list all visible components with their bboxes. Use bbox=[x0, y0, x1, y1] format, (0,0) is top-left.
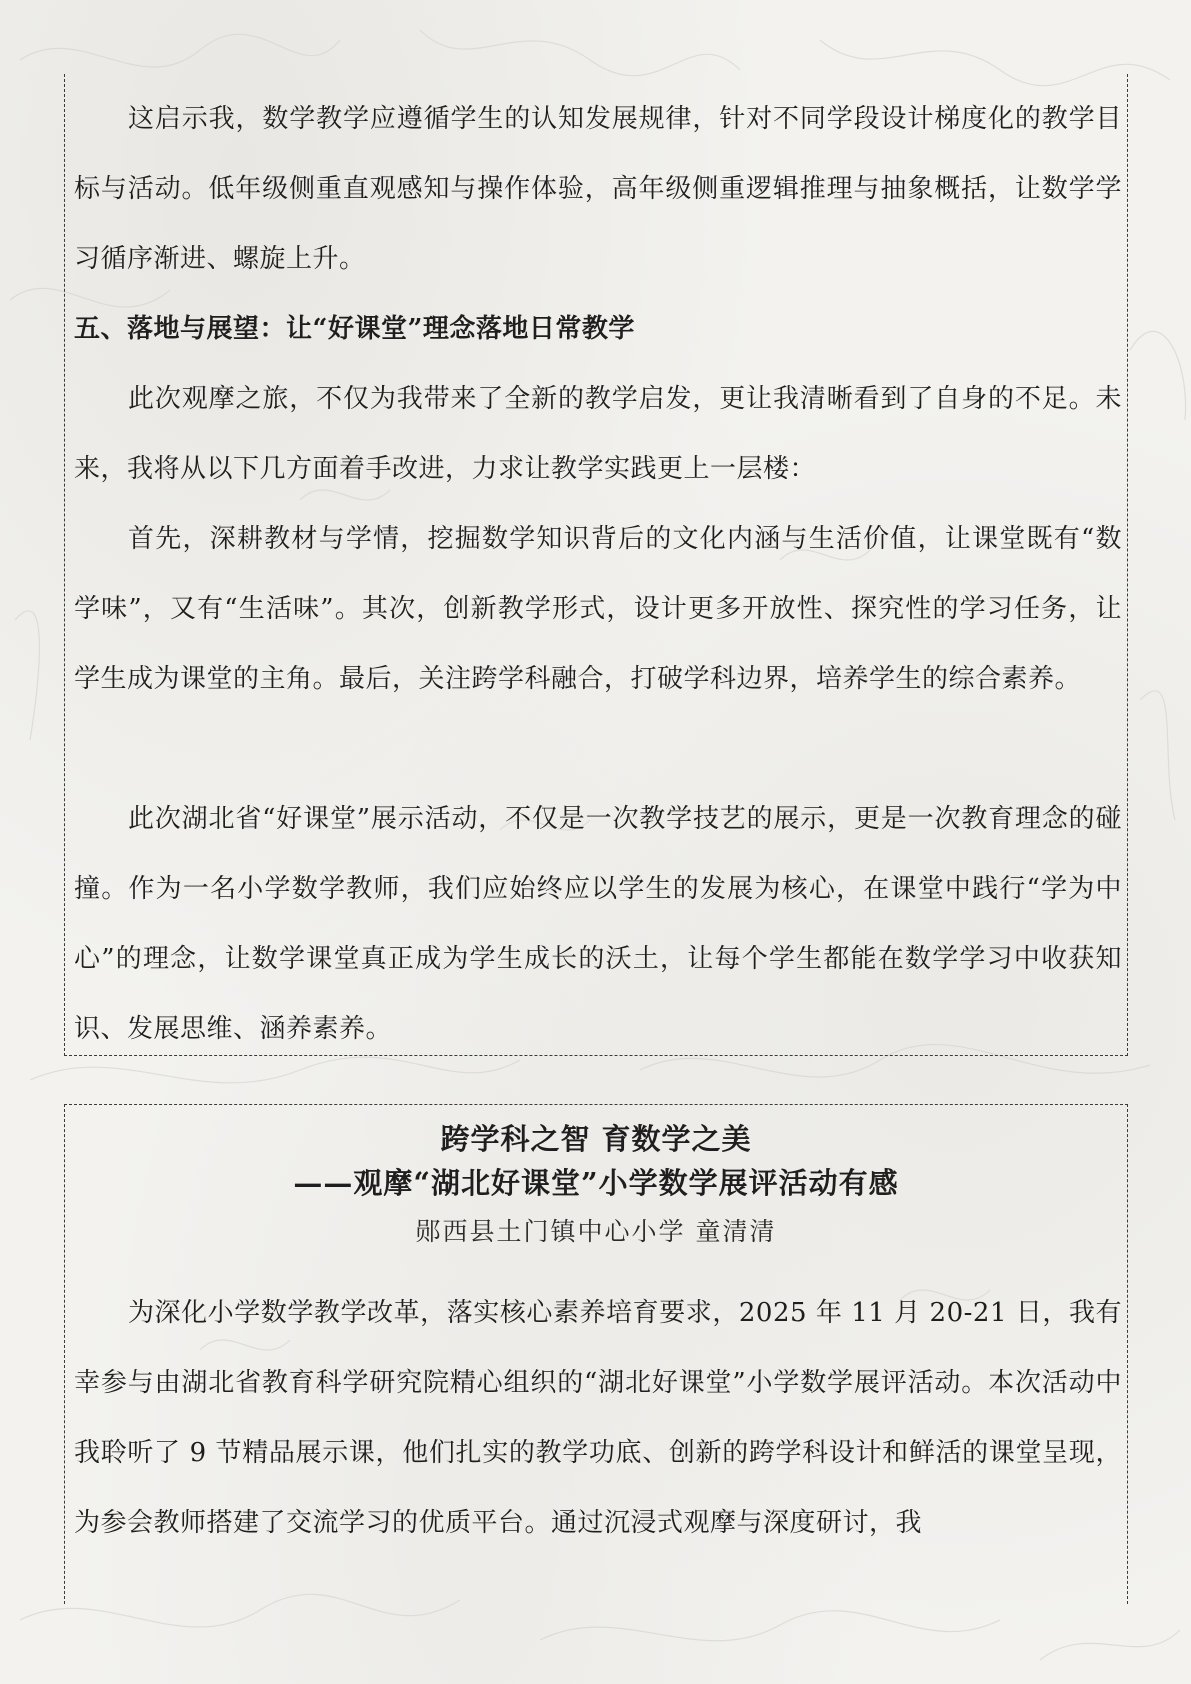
paragraph-journey: 此次观摩之旅，不仅为我带来了全新的教学启发，更让我清晰看到了自身的不足。未来，我将从以下几方面着手改进，力求让教学实践更上一层楼： bbox=[74, 384, 1122, 484]
article-title: 跨学科之智 育数学之美 bbox=[440, 1122, 752, 1156]
paragraph-inspiration: 这启示我，数学教学应遵循学生的认知发展规律，针对不同学段设计梯度化的教学目标与活动。低年级侧重直观感知与操作体验，高年级侧重逻辑推理与抽象概括，让数学学习循序渐进、螺旋上升。 bbox=[74, 104, 1122, 274]
paragraph-conclusion: 此次湖北省“好课堂”展示活动，不仅是一次教学技艺的展示，更是一次教育理念的碰撞。作为一名小学数学教师，我们应始终应以学生的发展为核心，在课堂中践行“学为中心”的理念，让数学课堂真正成为学生成长的沃土，让每个学生都能在数学学习中收获知识、发展思维、涵养素养。 bbox=[74, 804, 1122, 1044]
article-subtitle: ——观摩“湖北好课堂”小学数学展评活动有感 bbox=[293, 1166, 899, 1200]
paragraph-improvements: 首先，深耕教材与学情，挖掘数学知识背后的文化内涵与生活价值，让课堂既有“数学味”，又有“生活味”。其次，创新教学形式，设计更多开放性、探究性的学习任务，让学生成为课堂的主角。最后，关注跨学科融合，打破学科边界，培养学生的综合素养。 bbox=[74, 524, 1122, 694]
paragraph-introduction: 为深化小学数学教学改革，落实核心素养培育要求，2025 年 11 月 20-21 日，我有幸参与由湖北省教育科学研究院精心组织的“湖北好课堂”小学数学展评活动。本次活动中我聆听了 9 节精品展示课，他们扎实的教学功底、创新的跨学科设计和鲜活的课堂呈现，为参会教师搭建了交流学习的优质平台。通过沉浸式观摩与深度研讨，我 bbox=[74, 1298, 1122, 1538]
section-heading-five: 五、落地与展望：让“好课堂”理念落地日常教学 bbox=[74, 314, 635, 344]
article-byline: 郧西县土门镇中心小学 童清清 bbox=[415, 1217, 777, 1246]
